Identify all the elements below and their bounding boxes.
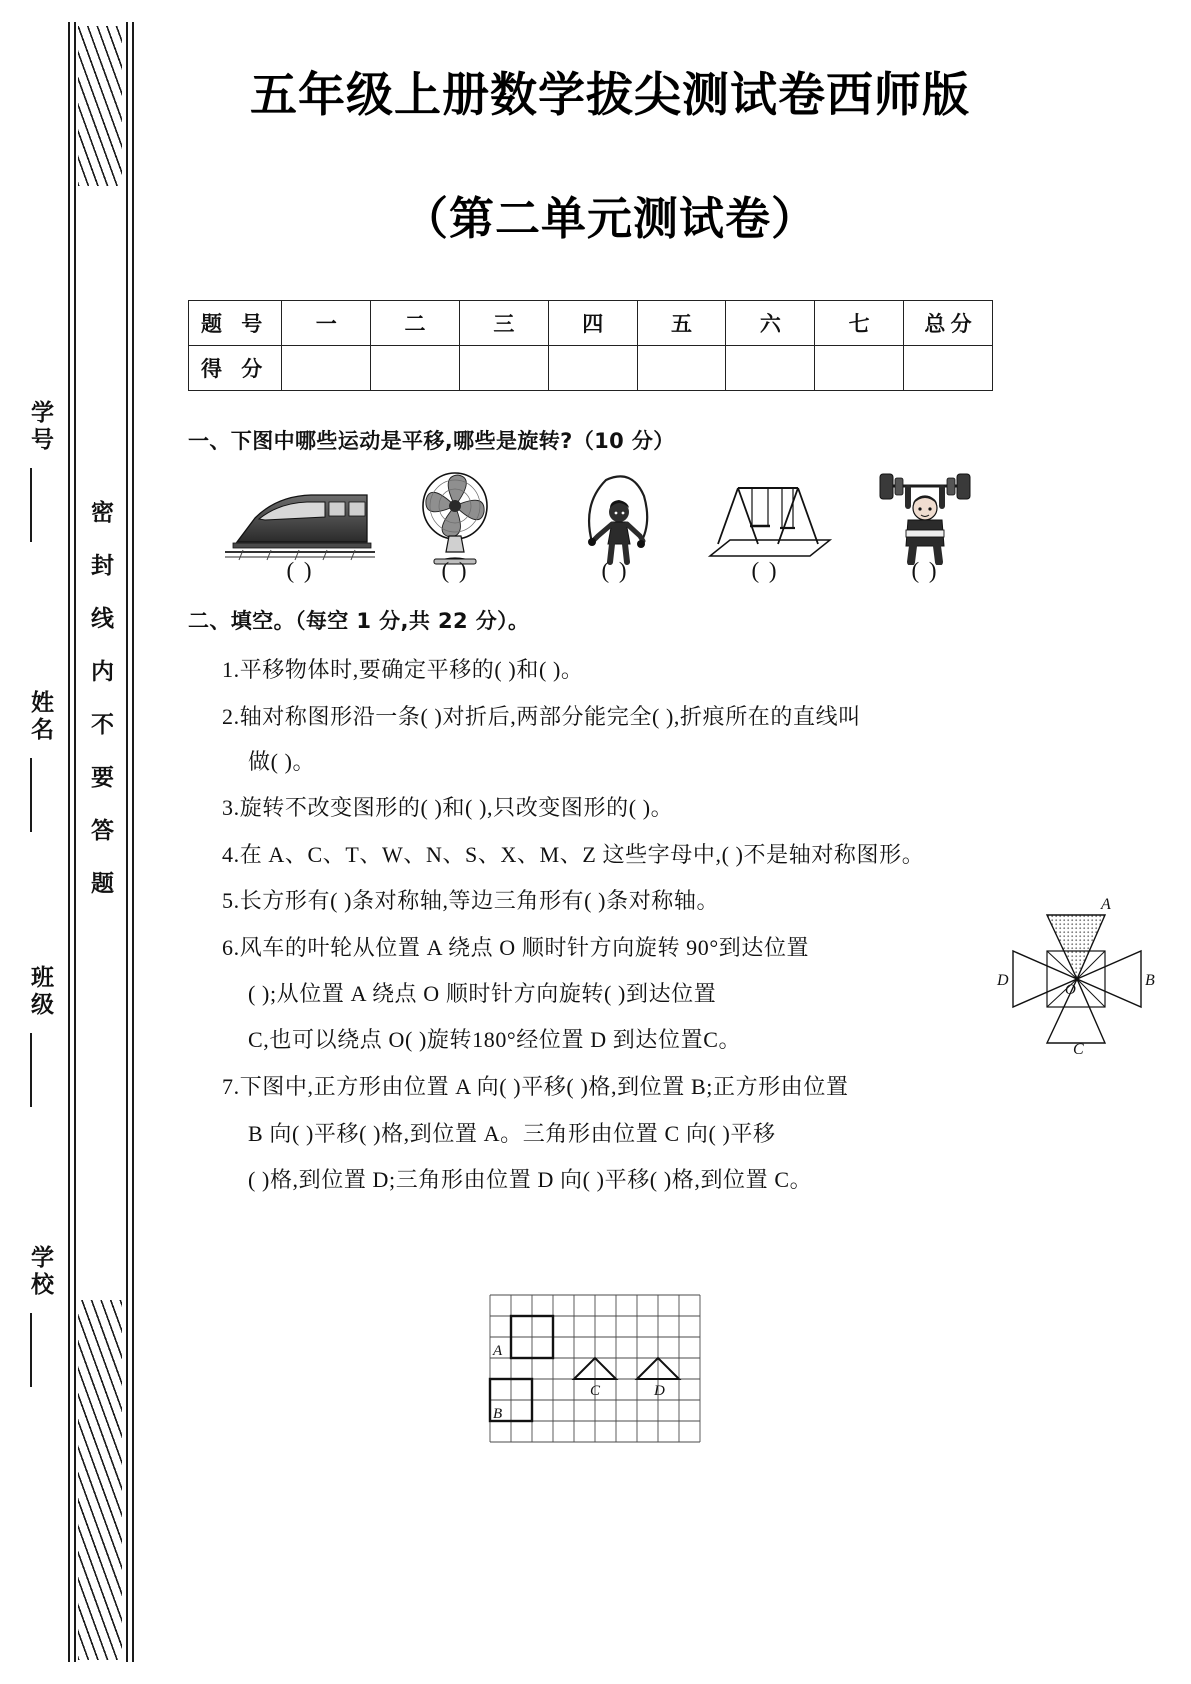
train-icon (225, 470, 375, 565)
fill-item-7-line-3[interactable]: ( )格,到位置 D;三角形由位置 D 向( )平移( )格,到位置 C。 (248, 1167, 813, 1192)
svg-text:B: B (1145, 972, 1155, 989)
fill-item-3-line-1[interactable]: 3.旋转不改变图形的( )和( ),只改变图形的( )。 (222, 795, 674, 820)
score-cell-5[interactable] (637, 346, 726, 391)
swing-icon (690, 470, 840, 565)
electric-fan-icon (380, 470, 530, 565)
section-1-heading: 一、下图中哪些运动是平移,哪些是旋转?（10 分） (188, 429, 675, 453)
score-table-col-total: 总 分 (904, 301, 993, 346)
svg-text:A: A (1101, 896, 1111, 913)
margin-field-class: 班级 (28, 965, 53, 1019)
score-cell-6[interactable] (726, 346, 815, 391)
answer-blank-train[interactable]: ( ) (286, 558, 314, 583)
answer-blank-weights[interactable]: ( ) (911, 558, 939, 583)
svg-text:C: C (1073, 1041, 1084, 1055)
seal-line-text: 密封线内不要答题 (88, 500, 113, 924)
score-table-row-label-score: 得 分 (189, 346, 282, 391)
margin-field-student-id: 学号 (28, 400, 53, 454)
margin-rule-left-inner (74, 22, 76, 1662)
section-1-answer-row (190, 558, 1020, 590)
fill-item-7-line-2[interactable]: B 向( )平移( )格,到位置 A。三角形由位置 C 向( )平移 (248, 1121, 776, 1146)
jump-rope-girl-icon (540, 470, 690, 565)
score-table-col-6: 六 (726, 301, 815, 346)
score-table-col-7: 七 (815, 301, 904, 346)
svg-text:B: B (493, 1406, 503, 1422)
weightlifter-icon (850, 470, 1000, 565)
fill-item-2-line-2[interactable]: 做( )。 (248, 749, 316, 774)
score-cell-4[interactable] (548, 346, 637, 391)
score-table (188, 300, 993, 391)
margin-rule-name (30, 758, 32, 832)
score-cell-7[interactable] (815, 346, 904, 391)
score-table-col-3: 三 (459, 301, 548, 346)
margin-field-name: 姓名 (28, 690, 53, 744)
pinwheel-diagram (995, 895, 1160, 1055)
section-2-heading: 二、填空。（每空 1 分,共 22 分）。 (188, 609, 530, 633)
margin-rule-right-outer (132, 22, 134, 1662)
svg-text:A: A (493, 1343, 503, 1359)
fill-item-5-line-1[interactable]: 5.长方形有( )条对称轴,等边三角形有( )条对称轴。 (222, 888, 720, 913)
fill-item-6-line-1[interactable]: 6.风车的叶轮从位置 A 绕点 O 顺时针方向旋转 90°到达位置 (222, 935, 810, 960)
grid-figure (480, 1285, 720, 1450)
page-title: 五年级上册数学拔尖测试卷西师版 (250, 68, 970, 123)
fill-item-6-line-2[interactable]: ( );从位置 A 绕点 O 顺时针方向旋转( )到达位置 (248, 981, 717, 1006)
margin-rule-school (30, 1313, 32, 1387)
margin-rule-right-inner (126, 22, 128, 1662)
paper-content (150, 0, 1170, 1684)
answer-blank-rope[interactable]: ( ) (601, 558, 629, 583)
svg-text:D: D (654, 1383, 665, 1399)
score-table-col-2: 二 (371, 301, 460, 346)
fill-item-1-line-1[interactable]: 1.平移物体时,要确定平移的( )和( )。 (222, 657, 584, 682)
score-cell-3[interactable] (459, 346, 548, 391)
score-cell-2[interactable] (371, 346, 460, 391)
margin-rule-left-outer (68, 22, 70, 1662)
fill-item-7-line-1[interactable]: 7.下图中,正方形由位置 A 向( )平移( )格,到位置 B;正方形由位置 (222, 1074, 849, 1099)
sealing-margin (0, 0, 140, 1684)
score-table-col-4: 四 (548, 301, 637, 346)
fill-item-4-line-1[interactable]: 4.在 A、C、T、W、N、S、X、M、Z 这些字母中,( )不是轴对称图形。 (222, 842, 925, 867)
table-row-scores (189, 346, 993, 391)
margin-rule-class (30, 1033, 32, 1107)
svg-text:C: C (590, 1383, 601, 1399)
table-row-question-numbers (189, 301, 993, 346)
score-table-row-label-question: 题 号 (189, 301, 282, 346)
answer-blank-swing[interactable]: ( ) (751, 558, 779, 583)
margin-field-school: 学校 (28, 1245, 53, 1299)
margin-rule-student-id (30, 468, 32, 542)
score-cell-total[interactable] (904, 346, 993, 391)
score-table-col-1: 一 (282, 301, 371, 346)
score-cell-1[interactable] (282, 346, 371, 391)
fill-item-6-line-3[interactable]: C,也可以绕点 O( )旋转180°经位置 D 到达位置C。 (248, 1027, 742, 1052)
page-subtitle: （第二单元测试卷） (402, 192, 817, 245)
fill-item-2-line-1[interactable]: 2.轴对称图形沿一条( )对折后,两部分能完全( ),折痕所在的直线叫 (222, 704, 861, 729)
score-table-col-5: 五 (637, 301, 726, 346)
hatch-pattern-top (78, 26, 122, 186)
answer-blank-fan[interactable]: ( ) (441, 558, 469, 583)
section-1-picture-row (190, 470, 1010, 570)
svg-text:D: D (997, 972, 1009, 989)
svg-text:O: O (1065, 982, 1076, 998)
hatch-pattern-bottom (78, 1300, 122, 1660)
